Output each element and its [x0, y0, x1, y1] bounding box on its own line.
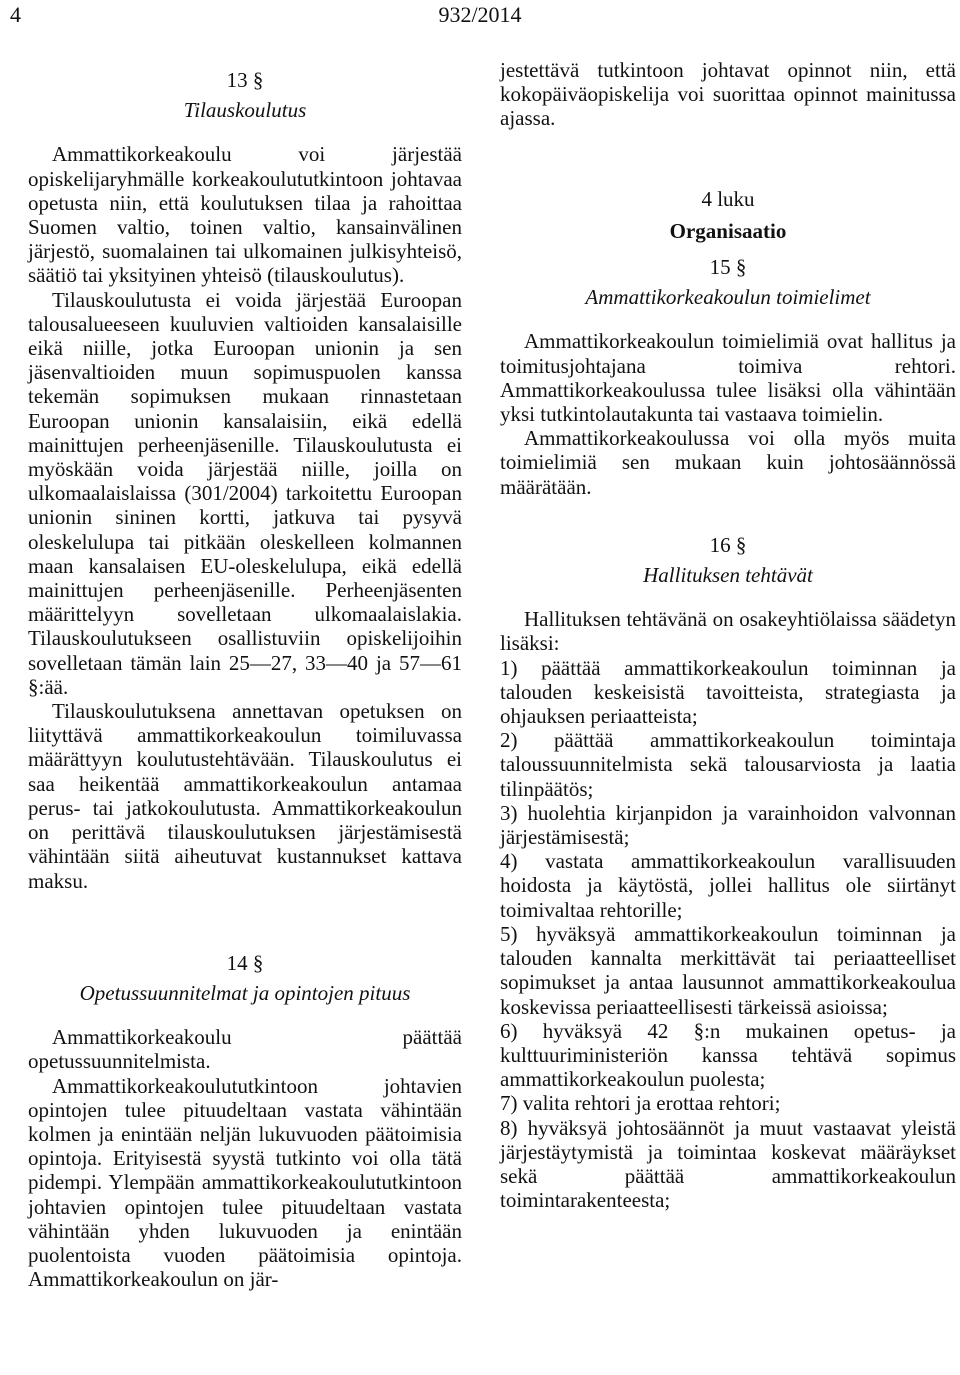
issue-number: 932/2014: [438, 2, 522, 27]
section-13-paragraph-3: Tilauskoulutuksena annettavan opetuksen on liityttävä ammattikorkeakoulun toimiluvassa määrättyyn koulutustehtävään. Tilauskoulutus ei saa heikentää ammattikorkeakoulun antamaa perus- tai jatkokoulutusta. Ammattikorkeakoulun on perittävä tilauskoulutuksen järjestämisestä vähintään siitä aiheutuvat kustannukset kattava maksu.: [28, 699, 462, 893]
section-16-title: Hallituksen tehtävät: [643, 563, 813, 588]
section-13-paragraph-1: Ammattikorkeakoulu voi järjestää opiskelijaryhmälle korkeakoulututkintoon johtavaa opetusta niin, että koulutuksen tilaa ja rahoittaa Suomen valtio, toinen valtio, kansainvälinen järjestö, suomalainen tai ulkomainen julkisyhteisö, säätiö tai yksityinen yhteisö (tilauskoulutus).: [28, 142, 462, 288]
section-16-intro: Hallituksen tehtävänä on osakeyhtiölaissa säädetyn lisäksi:: [500, 607, 956, 656]
list-item: 8) hyväksyä johtosäännöt ja muut vastaavat yleistä järjestäytymistä ja toimintaa koskevat määräykset sekä päättää ammattikorkeakoulun toimintarakenteesta;: [500, 1115, 956, 1213]
section-13-paragraph-2: Tilauskoulutusta ei voida järjestää Euroopan talousalueeseen kuuluvien valtioiden kansalaisille eikä niille, jotka Euroopan unionin ja sen jäsenvaltioiden muun sopimuspuolen kanssa tekemän sopimuksen mukaan rinnastetaan Euroopan unionin kansalaisiin, eikä edellä mainittujen perheenjäsenille. Tilauskoulutusta ei myöskään voida järjestää niille, joilla on ulkomaalaislaissa (301/2004) tarkoitettu Euroopan unionin sininen kortti, jatkuva tai pysyvä oleskelulupa tai pitkään oleskelleen kolmannen maan kansalaisen EU-oleskelulupa, eikä edellä mainittujen perheenjäsenille. Perheenjäsenten määrittelyyn sovelletaan ulkomaalaislakia. Tilauskoulutukseen osallistuviin opiskelijoihin sovelletaan tämän lain 25—27, 33—40 ja 57—61 §:ää.: [28, 287, 462, 699]
list-item: 4) vastata ammattikorkeakoulun varallisuuden hoidosta ja käytöstä, jollei hallitus ole siirtänyt toimivaltaa rehtorille;: [500, 849, 956, 922]
section-14-title: Opetussuunnitelmat ja opintojen pituus: [79, 980, 411, 1005]
continued-paragraph: jestettävä tutkintoon johtavat opinnot niin, että kokopäiväopiskelija voi suorittaa opinnot mainitussa ajassa.: [500, 58, 956, 131]
section-14-paragraph-2: Ammattikorkeakoulututkintoon johtavien opintojen tulee pituudeltaan vastata vähintään kolmen ja enintään neljän lukuvuoden päätoimisia opintoja. Erityisestä syystä tutkinto voi olla tätä pidempi. Ylempään ammattikorkeakoulututkintoon johtavien opintojen tulee pituudeltaan vastata vähintään yhden lukuvuoden ja enintään puolentoista vuoden päätoimisia opintoja. Ammattikorkeakoulun on jär-: [28, 1073, 462, 1292]
section-15-title: Ammattikorkeakoulun toimielimet: [585, 285, 871, 310]
chapter-title: Organisaatio: [669, 218, 787, 243]
section-15-paragraph-1: Ammattikorkeakoulun toimielimiä ovat hallitus ja toimitusjohtajana toimiva rehtori. Ammattikorkeakoulussa tulee lisäksi olla vähintään yksi tutkintolautakunta tai vastaava toimielin.: [500, 329, 956, 427]
page-header: [0, 0, 960, 40]
section-16-number: 16 §: [709, 532, 747, 557]
section-13-number: 13 §: [226, 68, 264, 92]
section-15-number: 15 §: [709, 255, 747, 280]
right-column: [500, 58, 956, 1212]
list-item: 3) huolehtia kirjanpidon ja varainhoidon valvonnan järjestämisestä;: [500, 800, 956, 850]
section-13-title: Tilauskoulutus: [183, 98, 307, 123]
list-item: 6) hyväksyä 42 §:n mukainen opetus- ja kulttuuriministeriön kanssa tehtävä sopimus ammattikorkeakoulun puolesta;: [500, 1018, 956, 1092]
section-14-paragraph-1: Ammattikorkeakoulu päättää opetussuunnitelmista.: [28, 1025, 462, 1074]
list-item: 2) päättää ammattikorkeakoulun toimintaja taloussuunnitelmista sekä talousarviosta ja laatia tilinpäätös;: [500, 728, 956, 801]
section-14-number: 14 §: [226, 950, 264, 975]
list-item: 5) hyväksyä ammattikorkeakoulun toiminnan ja talouden kannalta merkittävät tai periaatteelliset sopimukset ja antaa lausunnot ammattikorkeakoulua koskevissa periaatteellisesti tärkeissä asioissa;: [500, 921, 956, 1019]
page-number: 4: [10, 2, 21, 27]
left-column: [28, 58, 462, 1291]
section-15-paragraph-2: Ammattikorkeakoulussa voi olla myös muita toimielimiä sen mukaan kuin johtosäännössä määrätään.: [500, 426, 956, 499]
list-item: 7) valita rehtori ja erottaa rehtori;: [500, 1091, 781, 1116]
list-item: 1) päättää ammattikorkeakoulun toiminnan ja talouden keskeisistä tavoitteista, strategiasta ja ohjauksen periaatteista;: [500, 655, 956, 729]
chapter-number: 4 luku: [701, 186, 755, 211]
